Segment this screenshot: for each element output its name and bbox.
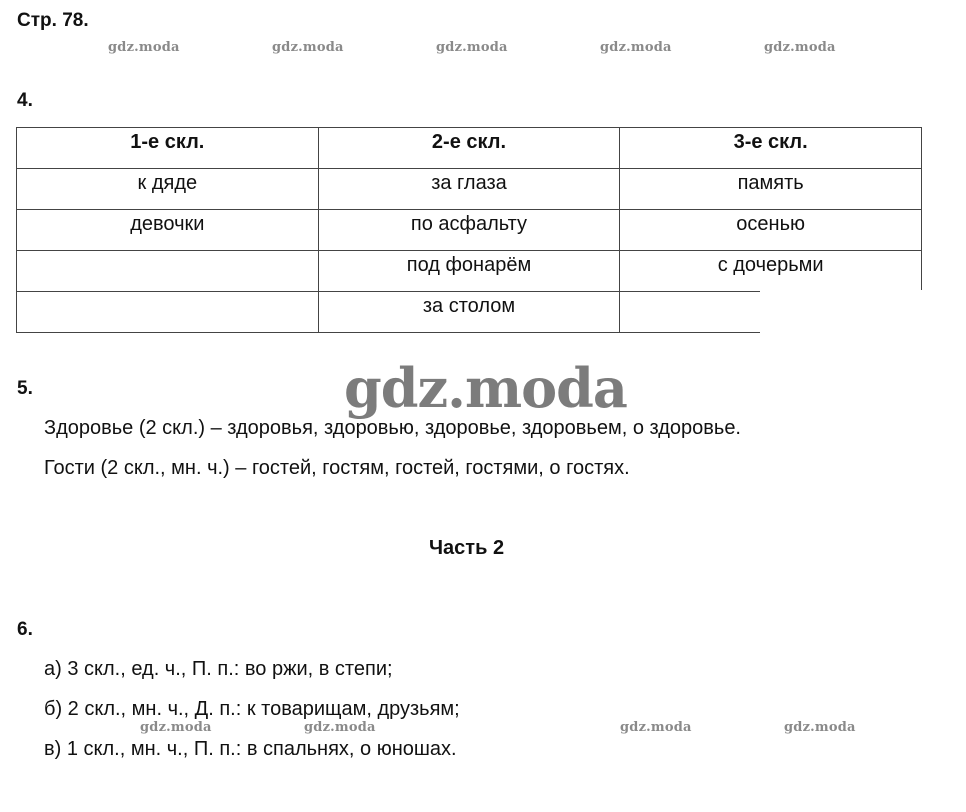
watermark: gdz.moda	[600, 40, 672, 55]
part-title: Часть 2	[429, 537, 505, 559]
table-row	[17, 251, 922, 292]
table-cell: к дяде	[17, 169, 319, 210]
table-cell	[17, 292, 319, 333]
erased-area	[760, 290, 930, 338]
task-6-line: а) 3 скл., ед. ч., П. п.: во ржи, в степи;	[44, 658, 393, 680]
table-cell: с дочерьми	[620, 251, 922, 292]
watermark: gdz.moda	[304, 720, 376, 735]
watermark: gdz.moda	[108, 40, 180, 55]
task-4-number: 4.	[17, 90, 33, 111]
table-cell: за глаза	[318, 169, 620, 210]
task-6-line: в) 1 скл., мн. ч., П. п.: в спальнях, о юношах.	[44, 738, 457, 760]
watermark: gdz.moda	[272, 40, 344, 55]
watermark-large: gdz.moda	[344, 356, 627, 420]
table-header-row	[17, 128, 922, 169]
table-cell: за столом	[318, 292, 620, 333]
watermark: gdz.moda	[140, 720, 212, 735]
table-row	[17, 169, 922, 210]
watermark: gdz.moda	[764, 40, 836, 55]
table-cell: память	[620, 169, 922, 210]
column-header: 2-е скл.	[318, 128, 620, 169]
task-6-line: б) 2 скл., мн. ч., Д. п.: к товарищам, друзьям;	[44, 698, 460, 720]
table-cell: девочки	[17, 210, 319, 251]
page-reference: Стр. 78.	[17, 10, 89, 31]
table-row	[17, 210, 922, 251]
table-cell	[17, 251, 319, 292]
task-5-line: Гости (2 скл., мн. ч.) – гостей, гостям, гостей, гостями, о гостях.	[44, 457, 630, 479]
column-header: 1-е скл.	[17, 128, 319, 169]
table-cell: под фонарём	[318, 251, 620, 292]
watermark: gdz.moda	[436, 40, 508, 55]
task-5-line: Здоровье (2 скл.) – здоровья, здоровью, здоровье, здоровьем, о здоровье.	[44, 417, 741, 439]
task-5-number: 5.	[17, 378, 33, 399]
table-cell: осенью	[620, 210, 922, 251]
watermark: gdz.moda	[784, 720, 856, 735]
watermark: gdz.moda	[620, 720, 692, 735]
task-6-number: 6.	[17, 619, 33, 640]
table-cell: по асфальту	[318, 210, 620, 251]
column-header: 3-е скл.	[620, 128, 922, 169]
